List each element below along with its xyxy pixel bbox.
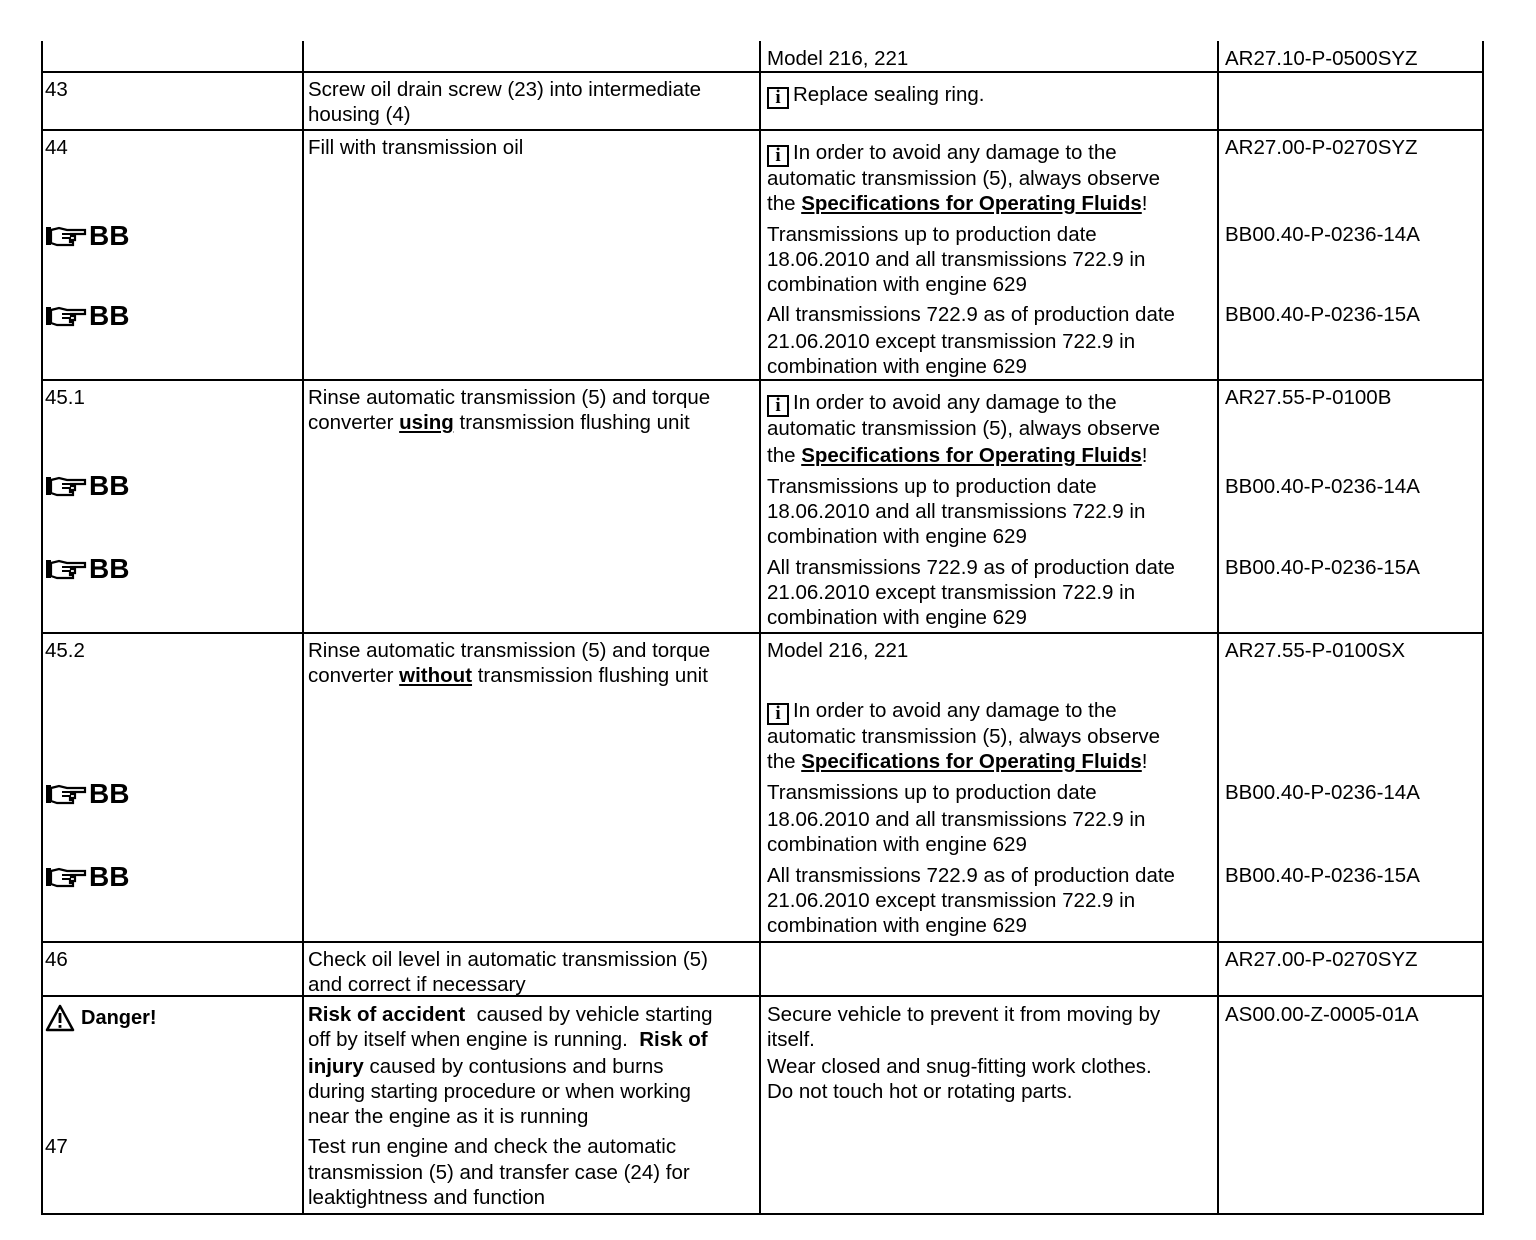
step-44-note-l2: automatic transmission (5), always observe (767, 167, 1161, 190)
step-45-2-bb1-ref: BB00.40-P-0236-14A (1225, 781, 1420, 804)
risk-line-5: near the engine as it is running (308, 1105, 589, 1128)
info-icon: i (767, 395, 789, 417)
step-46-desc-l1: Check oil level in automatic transmission (5) (308, 948, 708, 971)
step-47-note-l3: Wear closed and snug-fitting work clothes. (767, 1055, 1152, 1078)
step-45-1-bb2-ref: BB00.40-P-0236-15A (1225, 556, 1420, 579)
step-46-desc-l2: and correct if necessary (308, 973, 526, 996)
tx15-l1: All transmissions 722.9 as of production date (767, 864, 1175, 887)
tx15-l2: 21.06.2010 except transmission 722.9 in (767, 330, 1136, 353)
bb-reference-link[interactable]: BB (45, 861, 129, 893)
step-43-note-text: Replace sealing ring. (793, 83, 985, 106)
step-45-1-note-l2: automatic transmission (5), always observe (767, 417, 1161, 440)
step-47-note-l2: itself. (767, 1028, 815, 1051)
specifications-link[interactable]: Specifications for Operating Fluids (801, 192, 1142, 215)
step-47-desc-l1: Test run engine and check the automatic (308, 1135, 677, 1158)
step-45-1-note-l3: the Specifications for Operating Fluids! (767, 444, 1148, 467)
warning-triangle-icon (45, 1004, 75, 1032)
table-border-right (1482, 41, 1484, 1215)
step-43: 43 (45, 78, 68, 101)
step-45-1-note-l1: i In order to avoid any damage to the (767, 390, 1117, 417)
tx14-l1: Transmissions up to production date (767, 781, 1097, 804)
tx15-l3: combination with engine 629 (767, 355, 1027, 378)
column-divider-2 (759, 41, 761, 1215)
row-divider (41, 129, 1484, 131)
tx15-l2: 21.06.2010 except transmission 722.9 in (767, 889, 1136, 912)
step-44-bb2-ref: BB00.40-P-0236-15A (1225, 303, 1420, 326)
tx14-l2: 18.06.2010 and all transmissions 722.9 in (767, 500, 1146, 523)
step-44-bb1-ref: BB00.40-P-0236-14A (1225, 223, 1420, 246)
tx14-l3: combination with engine 629 (767, 525, 1027, 548)
step-45-2-note-l3: the Specifications for Operating Fluids! (767, 750, 1148, 773)
tx15-l1: All transmissions 722.9 as of production date (767, 303, 1175, 326)
step-44: 44 (45, 136, 68, 159)
step-47-note-l4: Do not touch hot or rotating parts. (767, 1080, 1073, 1103)
step-44-note-l3: the Specifications for Operating Fluids! (767, 192, 1148, 215)
step-45-1-desc-l1: Rinse automatic transmission (5) and torque (308, 386, 711, 409)
step-45-2-note-l2: automatic transmission (5), always observe (767, 725, 1161, 748)
step-45-1-desc-l2: converter using transmission flushing unit (308, 411, 690, 434)
hand-pointer-icon (45, 473, 87, 499)
step-45-2-desc-l1: Rinse automatic transmission (5) and torque (308, 639, 711, 662)
table-border-left (41, 41, 43, 1215)
step-45-2-desc-l2: converter without transmission flushing unit (308, 664, 708, 687)
step-47-desc-l2: transmission (5) and transfer case (24) for (308, 1161, 690, 1184)
tx14-l2: 18.06.2010 and all transmissions 722.9 in (767, 808, 1146, 831)
step-46-ref: AR27.00-P-0270SYZ (1225, 948, 1418, 971)
step-43-desc-l1: Screw oil drain screw (23) into intermediate (308, 78, 702, 101)
hand-pointer-icon (45, 781, 87, 807)
row-divider (41, 379, 1484, 381)
bb-reference-link[interactable]: BB (45, 553, 129, 585)
step-47-note-l1: Secure vehicle to prevent it from moving by (767, 1003, 1161, 1026)
tx14-l3: combination with engine 629 (767, 833, 1027, 856)
step-44-ref: AR27.00-P-0270SYZ (1225, 136, 1418, 159)
tx15-l2: 21.06.2010 except transmission 722.9 in (767, 581, 1136, 604)
bb-reference-link[interactable]: BB (45, 220, 129, 252)
risk-line-2: off by itself when engine is running. Risk of (308, 1028, 708, 1051)
info-icon: i (767, 703, 789, 725)
danger-label: Danger! (45, 1004, 157, 1032)
column-divider-1 (302, 41, 304, 1215)
step-47-ref: AS00.00-Z-0005-01A (1225, 1003, 1419, 1026)
step-45-2-ref: AR27.55-P-0100SX (1225, 639, 1406, 662)
hand-pointer-icon (45, 864, 87, 890)
tx14-l3: combination with engine 629 (767, 273, 1027, 296)
step-45-2: 45.2 (45, 639, 85, 662)
risk-line-4: during starting procedure or when working (308, 1080, 691, 1103)
specifications-link[interactable]: Specifications for Operating Fluids (801, 750, 1142, 773)
risk-line-1: Risk of accident caused by vehicle starting (308, 1003, 713, 1026)
step-45-1: 45.1 (45, 386, 85, 409)
row-divider (41, 632, 1484, 634)
column-divider-3 (1217, 41, 1219, 1215)
hand-pointer-icon (45, 303, 87, 329)
row-divider (41, 71, 1484, 73)
info-icon: i (767, 87, 789, 109)
hand-pointer-icon (45, 556, 87, 582)
step-44-desc: Fill with transmission oil (308, 136, 524, 159)
step-46: 46 (45, 948, 68, 971)
tx14-l2: 18.06.2010 and all transmissions 722.9 in (767, 248, 1146, 271)
info-icon: i (767, 145, 789, 167)
specifications-link[interactable]: Specifications for Operating Fluids (801, 444, 1142, 467)
step-47-desc-l3: leaktightness and function (308, 1186, 546, 1209)
tx15-l1: All transmissions 722.9 as of production date (767, 556, 1175, 579)
step-45-2-model: Model 216, 221 (767, 639, 909, 662)
row0-ref: AR27.10-P-0500SYZ (1225, 47, 1418, 70)
step-47: 47 (45, 1135, 68, 1158)
table-border-bottom (41, 1213, 1484, 1215)
step-44-note-l1: i In order to avoid any damage to the (767, 140, 1117, 167)
step-45-2-bb2-ref: BB00.40-P-0236-15A (1225, 864, 1420, 887)
step-43-note (767, 82, 984, 109)
row-divider (41, 995, 1484, 997)
tx15-l3: combination with engine 629 (767, 914, 1027, 937)
risk-line-3: injury caused by contusions and burns (308, 1055, 664, 1078)
step-45-1-ref: AR27.55-P-0100B (1225, 386, 1392, 409)
bb-reference-link[interactable]: BB (45, 470, 129, 502)
bb-reference-link[interactable]: BB (45, 778, 129, 810)
row0-note: Model 216, 221 (767, 47, 909, 70)
row-divider (41, 941, 1484, 943)
step-43-desc-l2: housing (4) (308, 103, 411, 126)
tx14-l1: Transmissions up to production date (767, 223, 1097, 246)
tx15-l3: combination with engine 629 (767, 606, 1027, 629)
hand-pointer-icon (45, 223, 87, 249)
step-45-1-bb1-ref: BB00.40-P-0236-14A (1225, 475, 1420, 498)
step-45-2-note-l1: i In order to avoid any damage to the (767, 698, 1117, 725)
tx14-l1: Transmissions up to production date (767, 475, 1097, 498)
bb-reference-link[interactable]: BB (45, 300, 129, 332)
